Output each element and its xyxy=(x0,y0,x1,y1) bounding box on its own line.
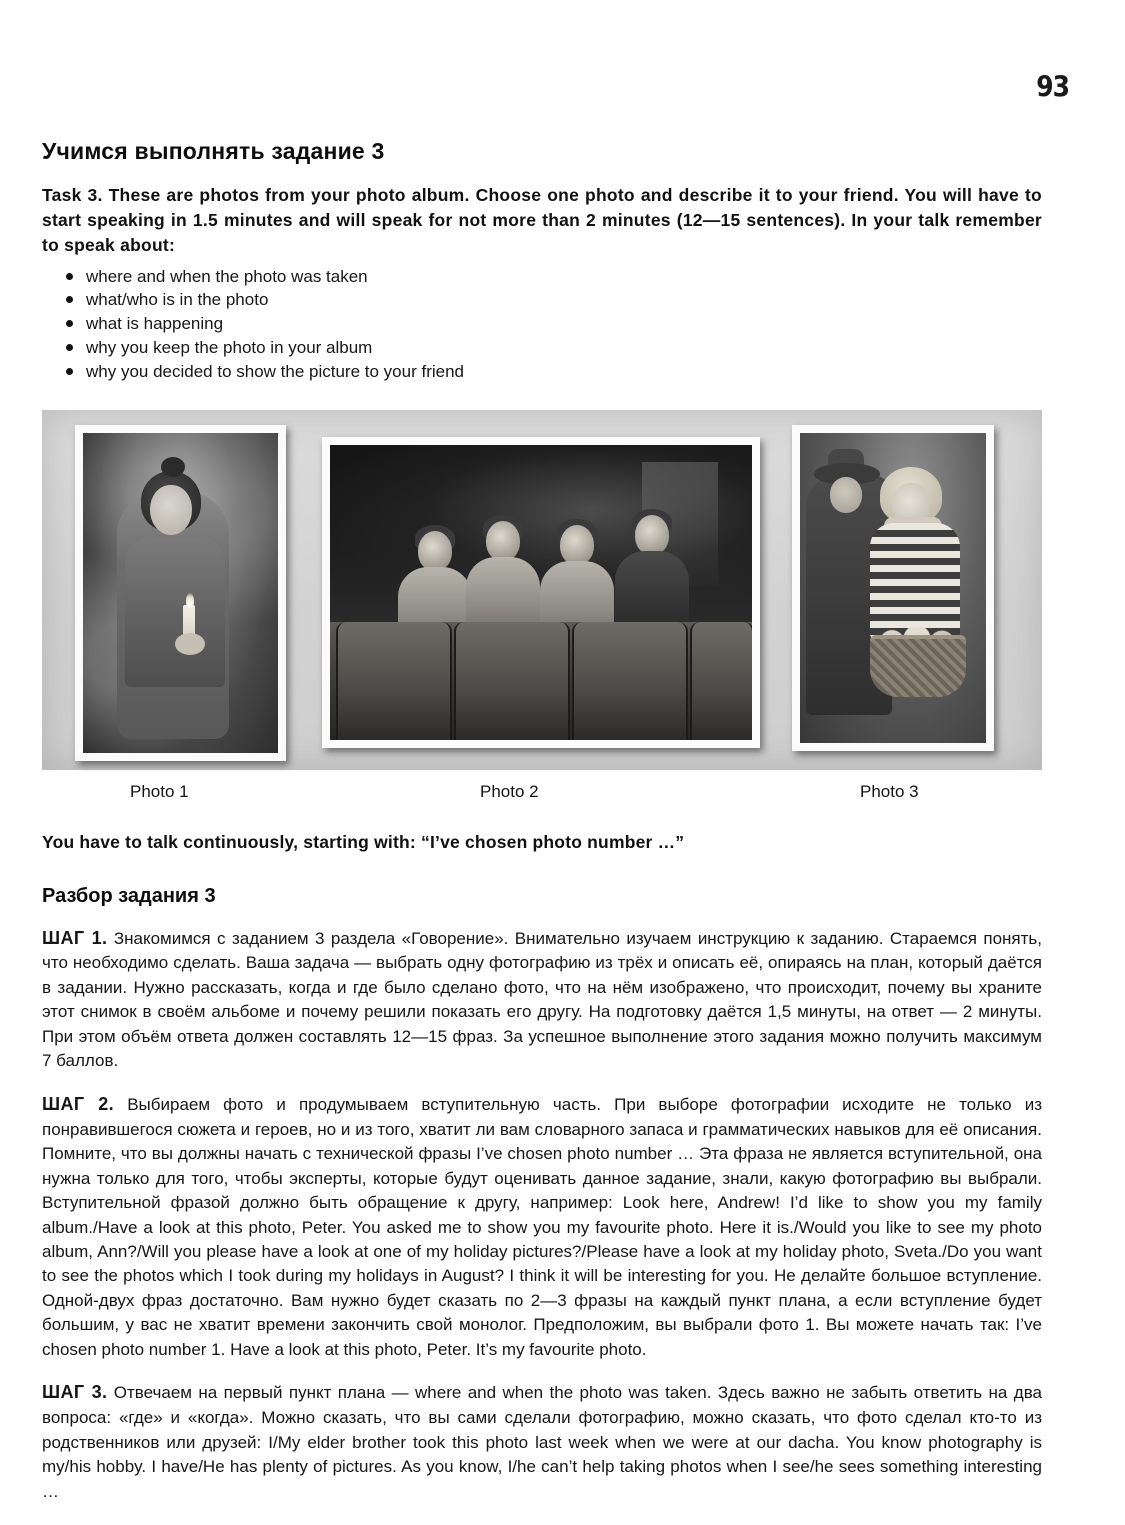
photo-3-image xyxy=(800,433,986,743)
step-1 xyxy=(42,926,1042,1074)
photo-1-hair-bun xyxy=(161,457,185,477)
photo-2 xyxy=(322,437,760,748)
photo-2-viewer-2-head xyxy=(486,521,520,561)
photo-2-seat xyxy=(454,622,570,740)
step-3-text: Отвечаем на первый пункт плана — where and when the photo was taken. Здесь важно не забыть ответить на два вопроса: «где» и «когда». Можно сказать, что вы сами сделали фотографию, можно сказать, что фото сделал кто-то из родственников или друзей: I/My elder brother took this photo last week when we were at our dacha. You know photography is my/his hobby. I have/He has plenty of pictures. As you know, I/he can’t help taking photos when I see/he sees something interesting … xyxy=(42,1383,1042,1501)
photo-1 xyxy=(75,425,286,761)
photo-1-image xyxy=(83,433,278,753)
task-bullet-list xyxy=(42,265,1042,384)
step-2-text: Выбираем фото и продумываем вступительную часть. При выборе фотографии исходите не только из понравившегося сюжета и героев, но и из того, хватит ли вам словарного запаса и грамматических навыков для её описания. Помните, что вы должны начать с технической фразы I’ve chosen photo number … Эта фраза не является вступительной, она нужна только для того, чтобы эксперты, которые будут оценивать данное задание, знали, какую фотографию вы выбрали. Вступительной фразой должно быть обращение к другу, например: Look here, Andrew! I’d like to show you my family album./Have a look at this photo, Peter. You asked me to show you my favourite photo. Here it is./Would you like to see my photo album, Ann?/Will you please have a look at one of my holiday pictures?/Please have a look at my holiday photo, Sveta./Do you want to see the photos which I took during my holidays in August? I think it will be interesting for you. Не делайте большое вступление. Одной-двух фраз достаточно. Вам нужно будет сказать по 2—3 фразы на каждый пункт плана, а если вступление будет большим, у вас не хватит времени закончить свой монолог. Предположим, вы выбрали фото 1. Вы можете начать так: I’ve chosen photo number 1. Have a look at this photo, Peter. It’s my favourite photo. xyxy=(42,1094,1042,1359)
photo-2-seat xyxy=(572,622,688,740)
photo-2-caption: Photo 2 xyxy=(480,781,539,801)
photo-1-face xyxy=(150,485,192,535)
section-title: Учимся выполнять задание 3 xyxy=(42,138,385,164)
step-3 xyxy=(42,1380,1042,1504)
photo-2-viewer-3-head xyxy=(560,525,594,565)
list-item: where and when the photo was taken xyxy=(64,265,1042,289)
photo-3-man-face xyxy=(830,477,862,513)
task-instruction: Task 3. These are photos from your photo album. Choose one photo and describe it to your friend. You will have to start speaking in 1.5 minutes and will speak for not more than 2 minutes (12—15 sentences). In your talk remember to speak about: xyxy=(42,185,1042,255)
page-content xyxy=(42,138,1042,1522)
step-1-text: Знакомимся с заданием 3 раздела «Говорение». Внимательно изучаем инструкцию к заданию. Стараемся понять, что необходимо сделать. Ваша задача — выбрать одну фотографию из трёх и описать её, опираясь на план, который даётся в задании. Нужно рассказать, когда и где было сделано фото, что на нём изображено, что происходит, почему вы храните этот снимок в своём альбоме и почему решили показать его другу. На подготовку даётся 1,5 минуты, на ответ — 2 минуты. При этом объём ответа должен составлять 12—15 фраз. За успешное выполнение этого задания можно получить максимум 7 баллов. xyxy=(42,928,1042,1071)
list-item: what is happening xyxy=(64,312,1042,336)
list-item: why you keep the photo in your album xyxy=(64,336,1042,360)
photo-3-woman xyxy=(862,467,966,717)
photo-3-caption: Photo 3 xyxy=(860,781,919,801)
step-1-label: ШАГ 1. xyxy=(42,927,108,948)
step-2 xyxy=(42,1092,1042,1363)
photo-3-striped-jumper xyxy=(870,523,960,643)
list-item: why you decided to show the picture to your friend xyxy=(64,360,1042,384)
photo-2-viewer-1-head xyxy=(418,531,452,571)
photo-1-torso xyxy=(125,537,225,687)
step-2-label: ШАГ 2. xyxy=(42,1093,115,1114)
photo-2-seat-row xyxy=(330,622,752,740)
photo-2-seat xyxy=(690,622,752,740)
photo-1-caption: Photo 1 xyxy=(130,781,189,801)
photo-captions xyxy=(42,782,1042,816)
talk-instruction: You have to talk continuously, starting with: “I’ve chosen photo number …” xyxy=(42,831,685,852)
photo-3-basket xyxy=(870,635,966,697)
photo-1-flame xyxy=(186,593,194,609)
photo-2-seat xyxy=(336,622,452,740)
list-item: what/who is in the photo xyxy=(64,288,1042,312)
photo-2-viewer-4-head xyxy=(635,515,669,555)
photo-2-image xyxy=(330,445,752,740)
photo-strip xyxy=(42,410,1042,770)
step-3-label: ШАГ 3. xyxy=(42,1382,108,1403)
photo-1-hand xyxy=(175,633,205,655)
page-number: 93 xyxy=(1036,69,1069,104)
photo-3 xyxy=(792,425,994,751)
analysis-title: Разбор задания 3 xyxy=(42,884,216,907)
